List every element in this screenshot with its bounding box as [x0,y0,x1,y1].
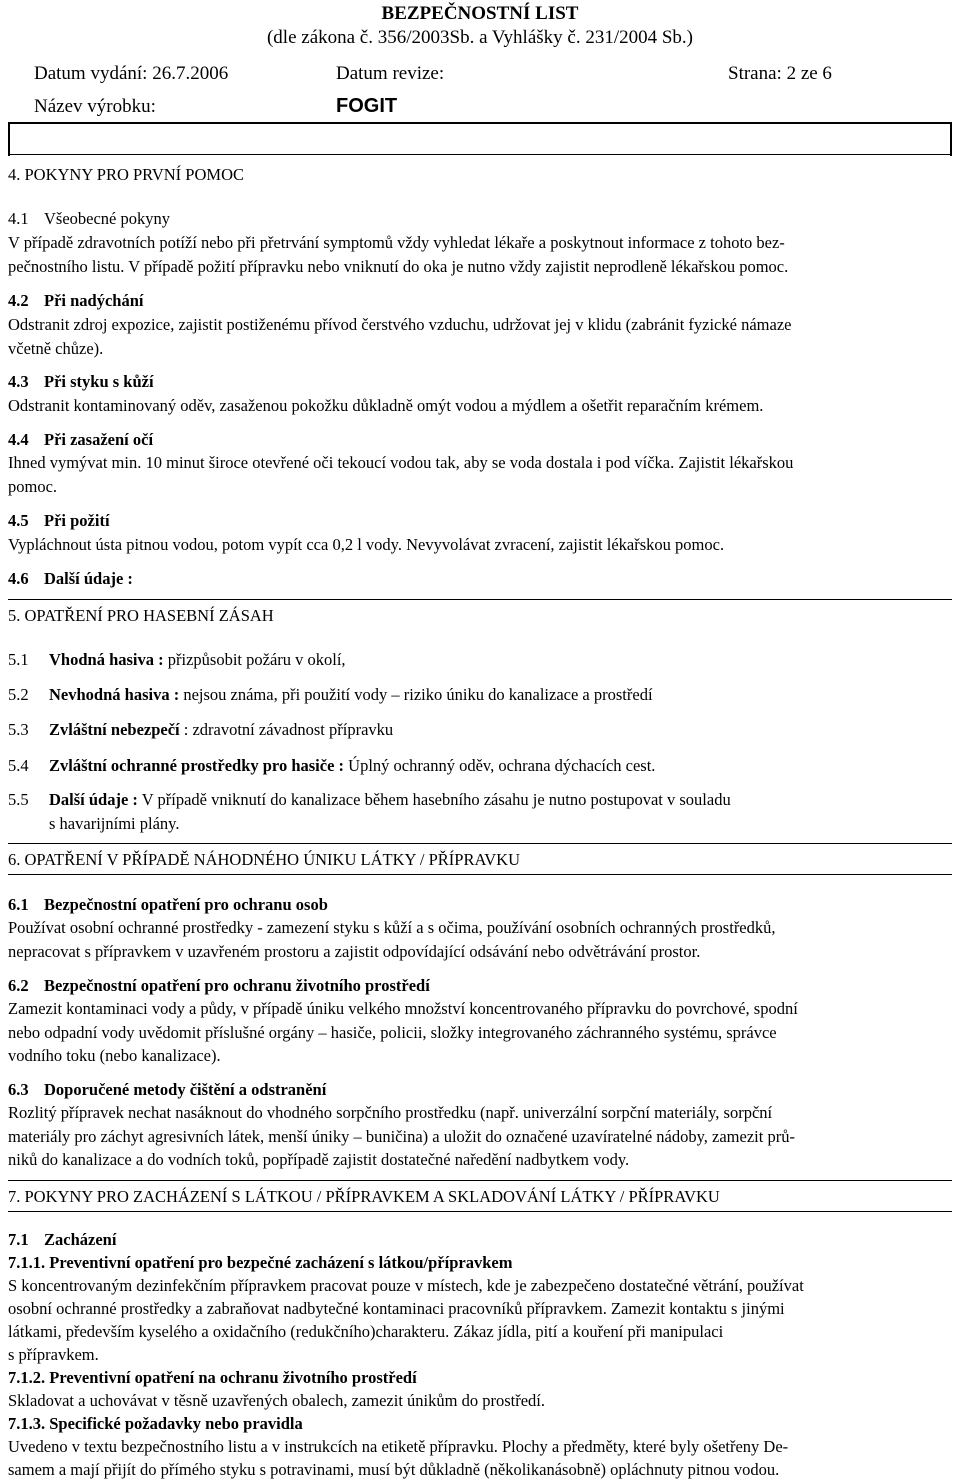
section-6-2-line-3: vodního toku (nebo kanalizace). [8,1046,221,1065]
section-6-3-heading: 6.3 Doporučené metody čištění a odstranění [8,1080,327,1099]
section-6-2-line-2: nebo odpadní vody uvědomit příslušné orgány – hasiče, policii, složky integrovaného záchranného systému, správce [8,1023,777,1042]
section-5-2: 5.2 Nevhodná hasiva : nejsou známa, při použití vody – riziko úniku do kanalizace a prostředí [8,685,653,704]
section-6-1-heading: 6.1 Bezpečnostní opatření pro ochranu osob [8,895,328,914]
section-4-1-heading: 4.1 Všeobecné pokyny [8,209,171,228]
section-4-1-line-1: V případě zdravotních potíží nebo při přetrvání symptomů vždy vyhledat lékaře a poskytnout informace z tohoto bez- [8,233,785,252]
section-4-5-line-1: Vypláchnout ústa pitnou vodou, potom vypít cca 0,2 l vody. Nevyvolávat zvracení, zajistit lékařskou pomoc. [8,535,725,554]
section-7-1-1-heading: 7.1.1. Preventivní opatření pro bezpečné zacházení s látkou/přípravkem [8,1253,513,1272]
document-subtitle: (dle zákona č. 356/2003Sb. a Vyhlášky č. 231/2004 Sb.) [266,27,694,48]
section-7-1-1-line-2: osobní ochranné prostředky a zabraňovat nadbytečné kontaminaci pracovníků přípravkem. Zamezit kontaktu s jinými [8,1299,785,1318]
header-border-right [950,122,952,156]
section-7-title: 7. POKYNY PRO ZACHÁZENÍ S LÁTKOU / PŘÍPRAVKEM A SKLADOVÁNÍ LÁTKY / PŘÍPRAVKU [8,1187,720,1206]
header-border-left [8,122,10,156]
section-5-3: 5.3 Zvláštní nebezpečí : zdravotní závadnost přípravku [8,720,394,739]
section-5-5-line-2: s havarijními plány. [49,814,180,833]
header-bottom-line [8,154,952,155]
section-7-1-1-line-1: S koncentrovaným dezinfekčním přípravkem pracovat pouze v místech, kde je zabezpečeno dostatečné větrání, používat [8,1276,804,1295]
section-4-4-line-1: Ihned vymývat min. 10 minut široce otevřené oči tekoucí vodou tak, aby se voda dostala i pod víčka. Zajistit lékařskou [8,453,794,472]
section-4-2-line-2: včetně chůze). [8,339,104,358]
section-6-3-line-2: materiály pro záchyt agresivních látek, menší úniky – buničina) a uložit do označené uzavíratelné nádoby, zamezit prů- [8,1127,795,1146]
header-divider [8,122,952,124]
section-6-1-line-2: nepracovat s přípravkem v uzavřeném prostoru a zajistit odpovídající odsávání nebo odvětrávání prostor. [8,942,701,961]
revision-date: Datum revize: [336,63,445,84]
section-5-divider [8,599,952,600]
section-7-1-2-line-1: Skladovat a uchovávat v těsně uzavřených obalech, zamezit únikům do prostředí. [8,1391,545,1410]
section-4-6-heading: 4.6 Další údaje : [8,569,133,588]
section-7-1-3-heading: 7.1.3. Specifické požadavky nebo pravidla [8,1414,303,1433]
issue-date: Datum vydání: 26.7.2006 [34,63,229,84]
product-label: Název výrobku: [34,96,156,117]
page-number: Strana: 2 ze 6 [728,63,832,84]
section-7-bottom-divider [8,1211,952,1212]
section-5-5: 5.5 Další údaje : V případě vniknutí do kanalizace během hasebního zásahu je nutno postupovat v souladu [8,790,731,809]
section-4-title: 4. POKYNY PRO PRVNÍ POMOC [8,165,244,184]
section-6-1-line-1: Používat osobní ochranné prostředky - zamezení styku s kůží a s očima, používání osobních ochranných prostředků, [8,918,776,937]
section-5-title: 5. OPATŘENÍ PRO HASEBNÍ ZÁSAH [8,606,274,625]
section-7-1-3-line-2: samem a mají přijít do přímého styku s potravinami, musí být důkladně (několikanásobně) opláchnuty pitnou vodou. [8,1460,780,1479]
section-6-3-line-1: Rozlitý přípravek nechat nasáknout do vhodného sorpčního prostředku (např. univerzální sorpční materiály, sorpční [8,1103,773,1122]
section-4-3-line-1: Odstranit kontaminovaný oděv, zasaženou pokožku důkladně omýt vodou a mýdlem a ošetřit reparačním krémem. [8,396,764,415]
section-5-4: 5.4 Zvláštní ochranné prostředky pro hasiče : Úplný ochranný oděv, ochrana dýchacích cest. [8,756,656,775]
section-7-1-1-line-4: s přípravkem. [8,1345,99,1364]
section-6-2-heading: 6.2 Bezpečnostní opatření pro ochranu životního prostředí [8,976,430,995]
section-7-divider [8,1180,952,1181]
section-4-4-heading: 4.4 Při zasažení očí [8,430,154,449]
section-4-4-line-2: pomoc. [8,477,58,496]
document-title: BEZPEČNOSTNÍ LIST [381,3,579,24]
section-7-1-heading: 7.1 Zacházení [8,1230,117,1249]
product-name: FOGIT [336,95,398,117]
section-6-divider [8,843,952,844]
section-4-5-heading: 4.5 Při požití [8,511,110,530]
section-6-3-line-3: niků do kanalizace a do vodních toků, popřípadě zajistit dostatečné naředění nadbytkem vody. [8,1150,630,1169]
section-6-2-line-1: Zamezit kontaminaci vody a půdy, v případě úniku velkého množství koncentrovaného přípravku do povrchové, spodní [8,999,798,1018]
section-7-1-2-heading: 7.1.2. Preventivní opatření na ochranu životního prostředí [8,1368,417,1387]
section-4-2-heading: 4.2 Při nadýchání [8,291,144,310]
section-4-3-heading: 4.3 Při styku s kůží [8,372,154,391]
section-4-2-line-1: Odstranit zdroj expozice, zajistit postiženému přívod čerstvého vzduchu, udržovat jej v klidu (zabránit fyzické námaze [8,315,792,334]
section-5-1: 5.1 Vhodná hasiva : přizpůsobit požáru v okolí, [8,650,346,669]
section-7-1-1-line-3: látkami, především kyselého a oxidačního (redukčního)charakteru. Zákaz jídla, pití a kouření při manipulaci [8,1322,724,1341]
section-7-1-3-line-1: Uvedeno v textu bezpečnostního listu a v instrukcích na etiketě přípravku. Plochy a předměty, které byly ošetřeny De- [8,1437,789,1456]
section-6-title: 6. OPATŘENÍ V PŘÍPADĚ NÁHODNÉHO ÚNIKU LÁTKY / PŘÍPRAVKU [8,850,521,869]
section-6-bottom-divider [8,874,952,875]
section-4-1-line-2: pečnostního listu. V případě požití přípravku nebo vniknutí do oka je nutno vždy zajistit neprodleně lékařskou pomoc. [8,257,789,276]
